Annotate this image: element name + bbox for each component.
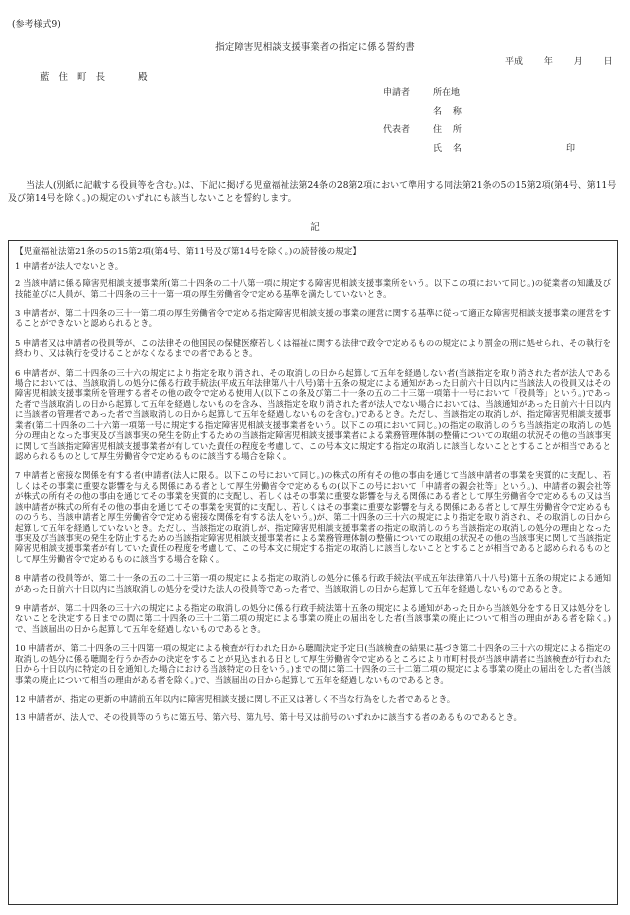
date-line	[505, 57, 613, 68]
provision-item: 2 当該申請に係る障害児相談支援事業所(第二十四条の二十八第一項に規定する障害児相談支援事業所をいう。以下この項において同じ。)の従業者の知識及び技能並びに人員が、第二十四条の三十一第一項の厚生労働省令で定める基準を満たしていないとき。	[15, 278, 611, 299]
name-label: 名 称	[433, 107, 466, 117]
provision-item: 9 申請者が、第二十四条の三十六の規定による指定の取消しの処分に係る行政手続法第十五条の規定による通知があった日から当該処分をする日又は処分をしないことを決定する日までの間に第二十四条の三十二第二項の規定による事業の廃止の届出をした者(当該事業の廃止について相当の理由がある者を除く。)で、当該届出の日から起算して五年を経過しないものであるとき。	[15, 603, 611, 634]
residence-label: 住 所	[433, 125, 466, 135]
document-title: 指定障害児相談支援事業者の指定に係る誓約書	[215, 42, 415, 53]
provision-item: 12 申請者が、指定の更新の申請前五年以内に障害児相談支援に関し不正又は著しく不当な行為をした者であるとき。	[15, 694, 456, 704]
addressee	[40, 72, 148, 84]
provision-item: 1 申請者が法人でないとき。	[15, 260, 124, 271]
provision-item: 10 申請者が、第二十四条の三十四第一項の規定による検査が行われた日から聴聞決定予定日(当該検査の結果に基づき第二十四条の三十六の規定による指定の取消しの処分に係る聴聞を行うか否かの決定をすることが見込まれる日として厚生労働省令で定めるところにより市町村長が当該申請者に当該検査が行われた日から十日以内に特定の日を通知した場合における当該特定の日をいう。)までの間に第二十四条の三十二第二項の規定による事業の廃止の届出をした者(当該事業の廃止について相当の理由がある者を除く。)で、当該届出の日から起算して五年を経過しないものであるとき。	[15, 643, 611, 685]
date-day: 日	[603, 57, 613, 67]
ki-heading: 記	[310, 222, 320, 233]
provision-item: 7 申請者と密接な関係を有する者(申請者(法人に限る。以下この号において同じ。)の株式の所有その他の事由を通じて当該申請者の事業を実質的に支配し、若しくはその事業に重要な影響を与える関係にある者として厚生労働省令で定めるもの(以下この号において「申請者の親会社等」という。)、申請者の親会社等が株式の所有その他の事由を通じてその事業を実質的に支配し、若しくはその事業に重要な影響を与える関係にある者として厚生労働省令で定めるもの又は当該申請者が株式の所有その他の事由を通じてその事業を実質的に支配し、若しくはその事業に重要な影響を与える関係にある者として厚生労働省令で定めるもののうち、当該申請者と厚生労働省令で定める密接な関係を有する法人をいう。)が、第二十四条の三十六の規定により指定を取り消され、その取消しの日から起算して五年を経過していないとき。ただし、当該指定の取消しが、指定障害児相談支援事業者の指定の取消しのうち当該指定の取消しの処分の理由となった事実及び当該事実の発生を防止するための当該指定障害児相談支援事業者による業務管理体制の整備についての取組の状況その他の当該事実に関して当該指定障害児相談支援事業者が有していた責任の程度を考慮して、この号本文に規定する指定の取消しに該当しないこととすることが相当であると認められるものとして厚生労働省令で定めるものに該当する場合を除く。	[15, 470, 611, 564]
addressee-name: 藍 住 町 長	[40, 72, 109, 83]
provisions-heading: 【児童福祉法第21条の5の15第2項(第4号、第11号及び第14号を除く。)の読替後の規定】	[15, 247, 361, 257]
applicant-role: 申請者	[383, 88, 411, 98]
provision-item: 6 申請者が、第二十四条の三十六の規定により指定を取り消され、その取消しの日から起算して五年を経過しない者(当該指定を取り消された者が法人である場合においては、当該取消しの処分に係る行政手続法(平成五年法律第八十八号)第十五条の規定による通知があった日前六十日以内に当該法人の役員又はその障害児相談支援事業所を管理する者その他の政令で定める使用人(以下この条及び第二十一条の五の二十三第一項第十一号において「役員等」という。)であった者で当該取消しの日から起算して五年を経過しないものを含み、当該指定を取り消された者が法人でない場合においては、当該通知があった日前六十日以内に当該者の管理者であった者で当該取消しの日から起算して五年を経過しないものを含む。)であるとき。ただし、当該指定の取消しが、指定障害児相談支援事業者(第二十四条の二十六第一項第一号に規定する指定障害児相談支援事業者をいう。以下この項において同じ。)の指定の取消しのうち当該指定の取消しの処分の理由となった事実及び当該事実の発生を防止するための当該指定障害児相談支援事業者による業務管理体制の整備についての取組の状況その他の当該事実に関して当該指定障害児相談支援事業者が有していた責任の程度を考慮して、この号本文に規定する指定の取消しに該当しないこととすることが相当であると認められるものとして厚生労働省令で定めるものに該当する場合を除く。	[15, 367, 611, 461]
date-year: 年	[543, 57, 553, 67]
provision-item: 8 申請者の役員等が、第二十一条の五の二十三第一項の規定による指定の取消しの処分に係る行政手続法(平成五年法律第八十八号)第十五条の規定による通知があった日前六十日以内に当該取消しの処分を受けた法人の役員等であった者で、当該取消しの日から起算して五年を経過しないものであるとき。	[15, 573, 611, 594]
provision-item: 5 申請者又は申請者の役員等が、この法律その他国民の保健医療若しくは福祉に関する法律で政令で定めるものの規定により罰金の刑に処せられ、その執行を終わり、又は執行を受けることがなくなるまでの者であるとき。	[15, 337, 611, 359]
address-label: 所在地	[433, 88, 461, 98]
provisions-box	[8, 240, 618, 905]
addressee-honorific: 殿	[138, 72, 148, 83]
date-era: 平成	[505, 57, 524, 67]
seal-mark: 印	[566, 144, 576, 154]
person-name-label: 氏 名	[433, 144, 466, 154]
representative-role: 代表者	[383, 125, 411, 135]
provision-item: 3 申請者が、第二十四条の三十一第二項の厚生労働省令で定める指定障害児相談支援の事業の運営に関する基準に従って適正な障害児相談支援事業の運営をすることができないと認められるとき。	[15, 307, 611, 329]
oath-statement: 当法人(別紙に記載する役員等を含む。)は、下記に掲げる児童福祉法第24条の28第2項において準用する同法第21条の5の15第2項(第4号、第11号及び第14号を除く。)の規定のいずれにも該当しないことを誓約します。	[8, 181, 617, 204]
date-month: 月	[573, 57, 583, 67]
provision-item: 13 申請者が、法人で、その役員等のうちに第五号、第六号、第九号、第十号又は前号のいずれかに該当する者のあるものであるとき。	[15, 712, 522, 723]
form-number: (参考様式9)	[12, 20, 61, 30]
